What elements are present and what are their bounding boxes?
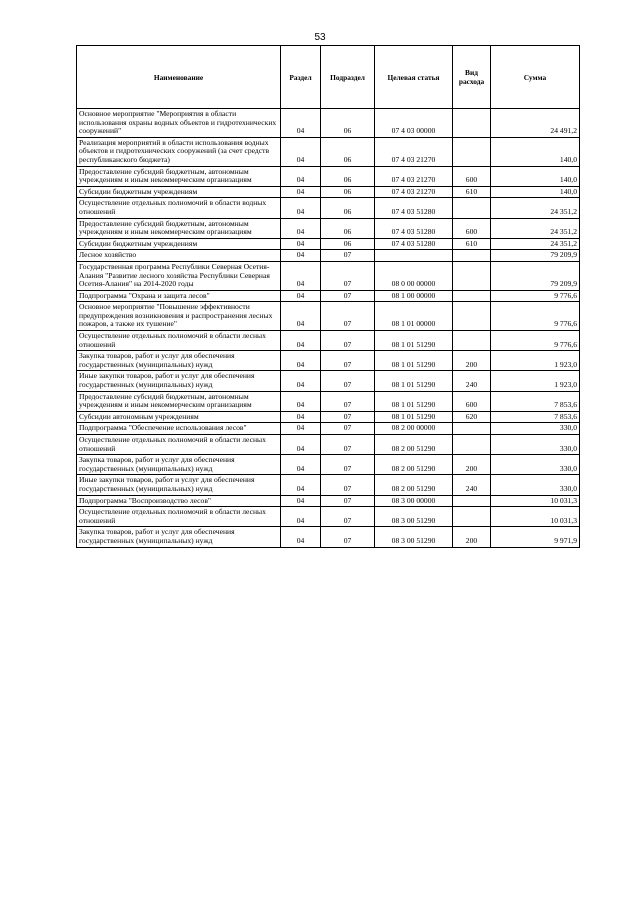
row-name: Закупка товаров, работ и услуг для обеспечения государственных (муниципальных) нужд	[77, 527, 281, 547]
row-expense-type	[453, 435, 491, 455]
row-section: 04	[281, 507, 321, 527]
row-target: 07 4 03 00000	[375, 109, 453, 138]
row-target	[375, 250, 453, 262]
row-expense-type: 610	[453, 186, 491, 198]
row-section: 04	[281, 331, 321, 351]
row-subsection: 07	[321, 290, 375, 302]
row-target: 07 4 03 21270	[375, 137, 453, 166]
table-row	[77, 109, 580, 138]
row-subsection: 07	[321, 371, 375, 391]
row-name: Подпрограмма "Охрана и защита лесов"	[77, 290, 281, 302]
row-section: 04	[281, 186, 321, 198]
row-target: 08 1 00 00000	[375, 290, 453, 302]
row-name: Предоставление субсидий бюджетным, автономным учреждениям и иным некоммерческим организациям	[77, 218, 281, 238]
row-expense-type	[453, 331, 491, 351]
header-amount: Сумма	[491, 46, 580, 109]
row-subsection: 06	[321, 218, 375, 238]
row-expense-type: 240	[453, 475, 491, 495]
row-section: 04	[281, 109, 321, 138]
row-amount: 79 209,9	[491, 250, 580, 262]
row-target: 07 4 03 51280	[375, 198, 453, 218]
row-subsection: 07	[321, 302, 375, 331]
header-expense-type: Вид расхода	[453, 46, 491, 109]
row-name: Субсидии автономным учреждениям	[77, 411, 281, 423]
row-expense-type	[453, 302, 491, 331]
row-amount: 7 853,6	[491, 411, 580, 423]
row-amount: 330,0	[491, 475, 580, 495]
row-section: 04	[281, 198, 321, 218]
row-target: 08 1 01 51290	[375, 391, 453, 411]
row-name: Подпрограмма "Воспроизводство лесов"	[77, 495, 281, 507]
row-section: 04	[281, 495, 321, 507]
row-expense-type: 200	[453, 455, 491, 475]
row-amount: 7 853,6	[491, 391, 580, 411]
row-target: 07 4 03 21270	[375, 186, 453, 198]
row-name: Реализация мероприятий в области использования водных объектов и гидротехнических сооружений (за счет средств республиканского бюджета)	[77, 137, 281, 166]
table-row	[77, 290, 580, 302]
row-section: 04	[281, 137, 321, 166]
row-expense-type	[453, 423, 491, 435]
row-target: 08 1 01 00000	[375, 302, 453, 331]
row-subsection: 07	[321, 527, 375, 547]
row-section: 04	[281, 391, 321, 411]
table-row	[77, 423, 580, 435]
budget-table	[76, 45, 580, 548]
row-name: Осуществление отдельных полномочий в области лесных отношений	[77, 507, 281, 527]
row-subsection: 07	[321, 507, 375, 527]
row-section: 04	[281, 250, 321, 262]
row-name: Основное мероприятие "Мероприятия в области использования охраны водных объектов и гидротехнических сооружений"	[77, 109, 281, 138]
row-amount: 24 351,2	[491, 218, 580, 238]
row-expense-type: 600	[453, 391, 491, 411]
table-row	[77, 261, 580, 290]
row-target: 07 4 03 51280	[375, 218, 453, 238]
row-amount: 10 031,3	[491, 507, 580, 527]
row-subsection: 07	[321, 250, 375, 262]
table-row	[77, 455, 580, 475]
row-name: Подпрограмма "Обеспечение использования лесов"	[77, 423, 281, 435]
row-section: 04	[281, 435, 321, 455]
row-target: 08 2 00 51290	[375, 475, 453, 495]
table-row	[77, 331, 580, 351]
row-name: Осуществление отдельных полномочий в области лесных отношений	[77, 435, 281, 455]
table-row	[77, 218, 580, 238]
row-name: Субсидии бюджетным учреждениям	[77, 186, 281, 198]
row-expense-type	[453, 137, 491, 166]
row-target: 08 2 00 51290	[375, 455, 453, 475]
row-section: 04	[281, 371, 321, 391]
row-amount: 330,0	[491, 435, 580, 455]
row-name: Основное мероприятие "Повышение эффективности предупреждения возникновения и распространения лесных пожаров, а также их тушение"	[77, 302, 281, 331]
table-row	[77, 475, 580, 495]
row-name: Государственная программа Республики Северная Осетия-Алания "Развитие лесного хозяйства Республики Северная Осетия-Алания" на 2014-2020 годы	[77, 261, 281, 290]
row-amount: 140,0	[491, 166, 580, 186]
table-row	[77, 371, 580, 391]
table-row	[77, 411, 580, 423]
row-subsection: 06	[321, 186, 375, 198]
row-target: 08 2 00 00000	[375, 423, 453, 435]
page-number: 53	[314, 32, 326, 43]
row-name: Предоставление субсидий бюджетным, автономным учреждениям и иным некоммерческим организациям	[77, 166, 281, 186]
row-amount: 79 209,9	[491, 261, 580, 290]
row-subsection: 07	[321, 423, 375, 435]
table-row	[77, 238, 580, 250]
row-subsection: 06	[321, 198, 375, 218]
row-subsection: 07	[321, 331, 375, 351]
row-amount: 24 491,2	[491, 109, 580, 138]
row-section: 04	[281, 218, 321, 238]
row-section: 04	[281, 290, 321, 302]
row-section: 04	[281, 302, 321, 331]
row-expense-type	[453, 261, 491, 290]
row-target: 08 3 00 51290	[375, 507, 453, 527]
row-target: 08 3 00 51290	[375, 527, 453, 547]
row-target: 07 4 03 51280	[375, 238, 453, 250]
row-target: 08 3 00 00000	[375, 495, 453, 507]
header-subsection: Подраздел	[321, 46, 375, 109]
row-target: 07 4 03 21270	[375, 166, 453, 186]
row-name: Осуществление отдельных полномочий в области водных отношений	[77, 198, 281, 218]
row-section: 04	[281, 261, 321, 290]
row-name: Осуществление отдельных полномочий в области лесных отношений	[77, 331, 281, 351]
row-section: 04	[281, 166, 321, 186]
row-amount: 9 971,9	[491, 527, 580, 547]
table-row	[77, 198, 580, 218]
row-subsection: 07	[321, 411, 375, 423]
row-amount: 140,0	[491, 186, 580, 198]
row-amount: 330,0	[491, 455, 580, 475]
row-section: 04	[281, 411, 321, 423]
row-name: Иные закупки товаров, работ и услуг для обеспечения государственных (муниципальных) нужд	[77, 475, 281, 495]
row-expense-type: 600	[453, 218, 491, 238]
table-row	[77, 250, 580, 262]
table-row	[77, 166, 580, 186]
row-subsection: 07	[321, 495, 375, 507]
row-expense-type	[453, 109, 491, 138]
header-target: Целевая статья	[375, 46, 453, 109]
table-row	[77, 495, 580, 507]
row-amount: 9 776,6	[491, 331, 580, 351]
row-target: 08 2 00 51290	[375, 435, 453, 455]
table-header-row	[77, 46, 580, 109]
row-amount: 24 351,2	[491, 238, 580, 250]
row-section: 04	[281, 527, 321, 547]
row-name: Закупка товаров, работ и услуг для обеспечения государственных (муниципальных) нужд	[77, 351, 281, 371]
row-expense-type: 620	[453, 411, 491, 423]
table-row	[77, 351, 580, 371]
row-amount: 1 923,0	[491, 371, 580, 391]
header-name: Наименование	[77, 46, 281, 109]
row-subsection: 07	[321, 435, 375, 455]
row-expense-type: 600	[453, 166, 491, 186]
row-subsection: 06	[321, 137, 375, 166]
row-subsection: 07	[321, 391, 375, 411]
row-section: 04	[281, 238, 321, 250]
row-amount: 140,0	[491, 137, 580, 166]
row-subsection: 06	[321, 238, 375, 250]
row-amount: 1 923,0	[491, 351, 580, 371]
row-amount: 330,0	[491, 423, 580, 435]
row-expense-type	[453, 495, 491, 507]
table-row	[77, 391, 580, 411]
row-name: Предоставление субсидий бюджетным, автономным учреждениям и иным некоммерческим организациям	[77, 391, 281, 411]
row-expense-type: 200	[453, 351, 491, 371]
row-expense-type	[453, 507, 491, 527]
row-target: 08 1 01 51290	[375, 411, 453, 423]
row-expense-type	[453, 198, 491, 218]
row-name: Субсидии бюджетным учреждениям	[77, 238, 281, 250]
row-expense-type: 610	[453, 238, 491, 250]
row-amount: 9 776,6	[491, 290, 580, 302]
row-section: 04	[281, 423, 321, 435]
header-section: Раздел	[281, 46, 321, 109]
row-name: Лесное хозяйство	[77, 250, 281, 262]
row-subsection: 07	[321, 475, 375, 495]
table-row	[77, 527, 580, 547]
row-expense-type: 240	[453, 371, 491, 391]
row-expense-type	[453, 250, 491, 262]
row-target: 08 0 00 00000	[375, 261, 453, 290]
table-row	[77, 186, 580, 198]
table-row	[77, 137, 580, 166]
row-amount: 9 776,6	[491, 302, 580, 331]
row-expense-type	[453, 290, 491, 302]
row-amount: 24 351,2	[491, 198, 580, 218]
row-section: 04	[281, 455, 321, 475]
row-subsection: 07	[321, 351, 375, 371]
row-name: Иные закупки товаров, работ и услуг для обеспечения государственных (муниципальных) нужд	[77, 371, 281, 391]
row-target: 08 1 01 51290	[375, 331, 453, 351]
table-row	[77, 302, 580, 331]
row-expense-type: 200	[453, 527, 491, 547]
row-subsection: 06	[321, 109, 375, 138]
table-row	[77, 507, 580, 527]
row-subsection: 06	[321, 166, 375, 186]
table-row	[77, 435, 580, 455]
row-section: 04	[281, 475, 321, 495]
row-subsection: 07	[321, 455, 375, 475]
row-amount: 10 031,3	[491, 495, 580, 507]
row-subsection: 07	[321, 261, 375, 290]
row-target: 08 1 01 51290	[375, 371, 453, 391]
row-section: 04	[281, 351, 321, 371]
row-name: Закупка товаров, работ и услуг для обеспечения государственных (муниципальных) нужд	[77, 455, 281, 475]
row-target: 08 1 01 51290	[375, 351, 453, 371]
